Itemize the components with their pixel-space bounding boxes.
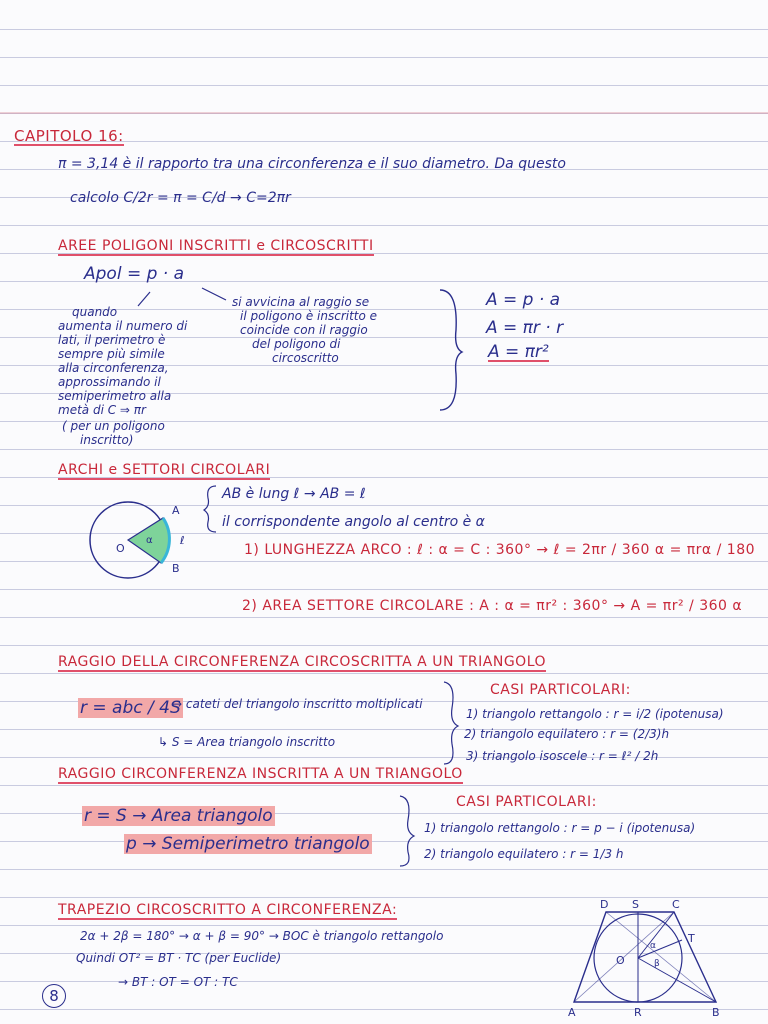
brace-section1 xyxy=(440,290,462,410)
archi-line-1: AB è lung ℓ → AB = ℓ xyxy=(222,486,366,502)
trapezio-line-3: → BT : OT = OT : TC xyxy=(118,975,238,989)
label-O2: O xyxy=(616,954,625,967)
right-note-3: del poligono di xyxy=(252,337,341,351)
formula-r-s-text: r = S → Area triangolo xyxy=(84,806,273,826)
label-B: B xyxy=(172,562,180,575)
apol-formula: Apol = p · a xyxy=(84,264,185,284)
item-area-settore-text: 2) AREA SETTORE CIRCOLARE : A : α = πr² : 360° → A = πr² / 360 α xyxy=(242,598,743,614)
chapter-title: CAPITOLO 16: xyxy=(14,127,124,145)
right-note-0: si avvicina al raggio se xyxy=(232,295,370,309)
section-title-archi: ARCHI e SETTORI CIRCOLARI xyxy=(58,462,271,478)
label-R: R xyxy=(634,1006,642,1019)
formula-r-abc-text: r = abc / 4S xyxy=(80,698,181,718)
label-T: T xyxy=(688,932,695,945)
caso-1-2: 2) triangolo equilatero : r = (2/3)h xyxy=(464,727,670,741)
section-title-aree: AREE POLIGONI INSCRITTI e CIRCOSCRITTI xyxy=(58,238,374,254)
label-beta: β xyxy=(654,959,660,969)
page-number: 8 xyxy=(42,984,66,1008)
label-C: C xyxy=(672,898,680,911)
casi-title-1: CASI PARTICOLARI: xyxy=(490,682,631,698)
right-note-2: coincide con il raggio xyxy=(240,323,368,337)
left-note-6: semiperimetro alla xyxy=(58,389,172,403)
area-formula-3: A = πr² xyxy=(488,342,549,362)
casi-title-2: CASI PARTICOLARI: xyxy=(456,794,597,810)
area-formula-1: A = p · a xyxy=(486,290,561,310)
left-note-1: aumenta il numero di xyxy=(58,319,188,333)
section-title-inscritta: RAGGIO CIRCONFERENZA INSCRITTA A UN TRIANGOLO xyxy=(58,766,463,782)
left-note-9: inscritto) xyxy=(80,433,134,447)
right-note-4: circoscritto xyxy=(272,351,339,365)
caso-2-2: 2) triangolo equilatero : r = 1/3 h xyxy=(424,847,624,861)
section-title-trapezio: TRAPEZIO CIRCOSCRITTO A CIRCONFERENZA: xyxy=(58,902,398,918)
caso-2-1: 1) triangolo rettangolo : r = p − i (ipotenusa) xyxy=(424,821,696,835)
left-note-0: quando xyxy=(72,305,118,319)
label-B2: B xyxy=(712,1006,720,1019)
label-alpha: α xyxy=(146,535,153,546)
left-note-4: alla circonferenza, xyxy=(58,361,169,375)
label-O: O xyxy=(116,542,125,555)
archi-line-2: il corrispondente angolo al centro è α xyxy=(222,514,485,530)
left-note-5: approssimando il xyxy=(58,375,161,389)
pi-definition: π = 3,14 è il rapporto tra una circonferenza e il suo diametro. Da questo xyxy=(58,156,566,172)
label-D: D xyxy=(600,898,609,911)
section-title-circoscritta: RAGGIO DELLA CIRCONFERENZA CIRCOSCRITTA A UN TRIANGOLO xyxy=(58,654,547,670)
item-lunghezza-arco-text: 1) LUNGHEZZA ARCO : ℓ : α = C : 360° → ℓ = 2πr / 360 α = πrα / 180 xyxy=(244,542,756,558)
label-l: ℓ xyxy=(180,534,185,547)
left-note-3: sempre più simile xyxy=(58,347,165,361)
arrow-left-line xyxy=(138,292,150,306)
label-alpha2: α xyxy=(650,941,656,951)
left-note-8: ( per un poligono xyxy=(62,419,165,433)
label-A2: A xyxy=(568,1006,576,1019)
note-cateti: → cateti del triangolo inscritto moltiplicati xyxy=(172,697,423,711)
label-A: A xyxy=(172,504,180,517)
note-area-inscritto: ↳ S = Area triangolo inscritto xyxy=(158,735,336,749)
caso-1-1: 1) triangolo rettangolo : r = i/2 (ipotenusa) xyxy=(466,707,724,721)
left-note-2: lati, il perimetro è xyxy=(58,333,166,347)
brace-section2 xyxy=(204,486,216,532)
brace-section4 xyxy=(400,796,414,866)
trapezoid-diagram xyxy=(574,912,716,1002)
trapezio-line-1: 2α + 2β = 180° → α + β = 90° → BOC è triangolo rettangolo xyxy=(80,929,444,943)
label-S: S xyxy=(632,898,639,911)
right-note-1: il poligono è inscritto e xyxy=(240,309,378,323)
left-note-7: metà di C ⇒ πr xyxy=(58,403,146,417)
area-formula-2: A = πr · r xyxy=(486,318,564,338)
formula-p-text: p → Semiperimetro triangolo xyxy=(126,834,370,854)
line-ob xyxy=(638,958,716,1002)
trapezio-line-2: Quindi OT² = BT · TC (per Euclide) xyxy=(76,951,282,965)
brace-section3 xyxy=(444,682,458,764)
caso-1-3: 3) triangolo isoscele : r = ℓ² / 2h xyxy=(466,749,659,763)
arrow-right-line xyxy=(202,288,226,300)
pi-calculation: calcolo C/2r = π = C/d → C=2πr xyxy=(70,190,291,206)
